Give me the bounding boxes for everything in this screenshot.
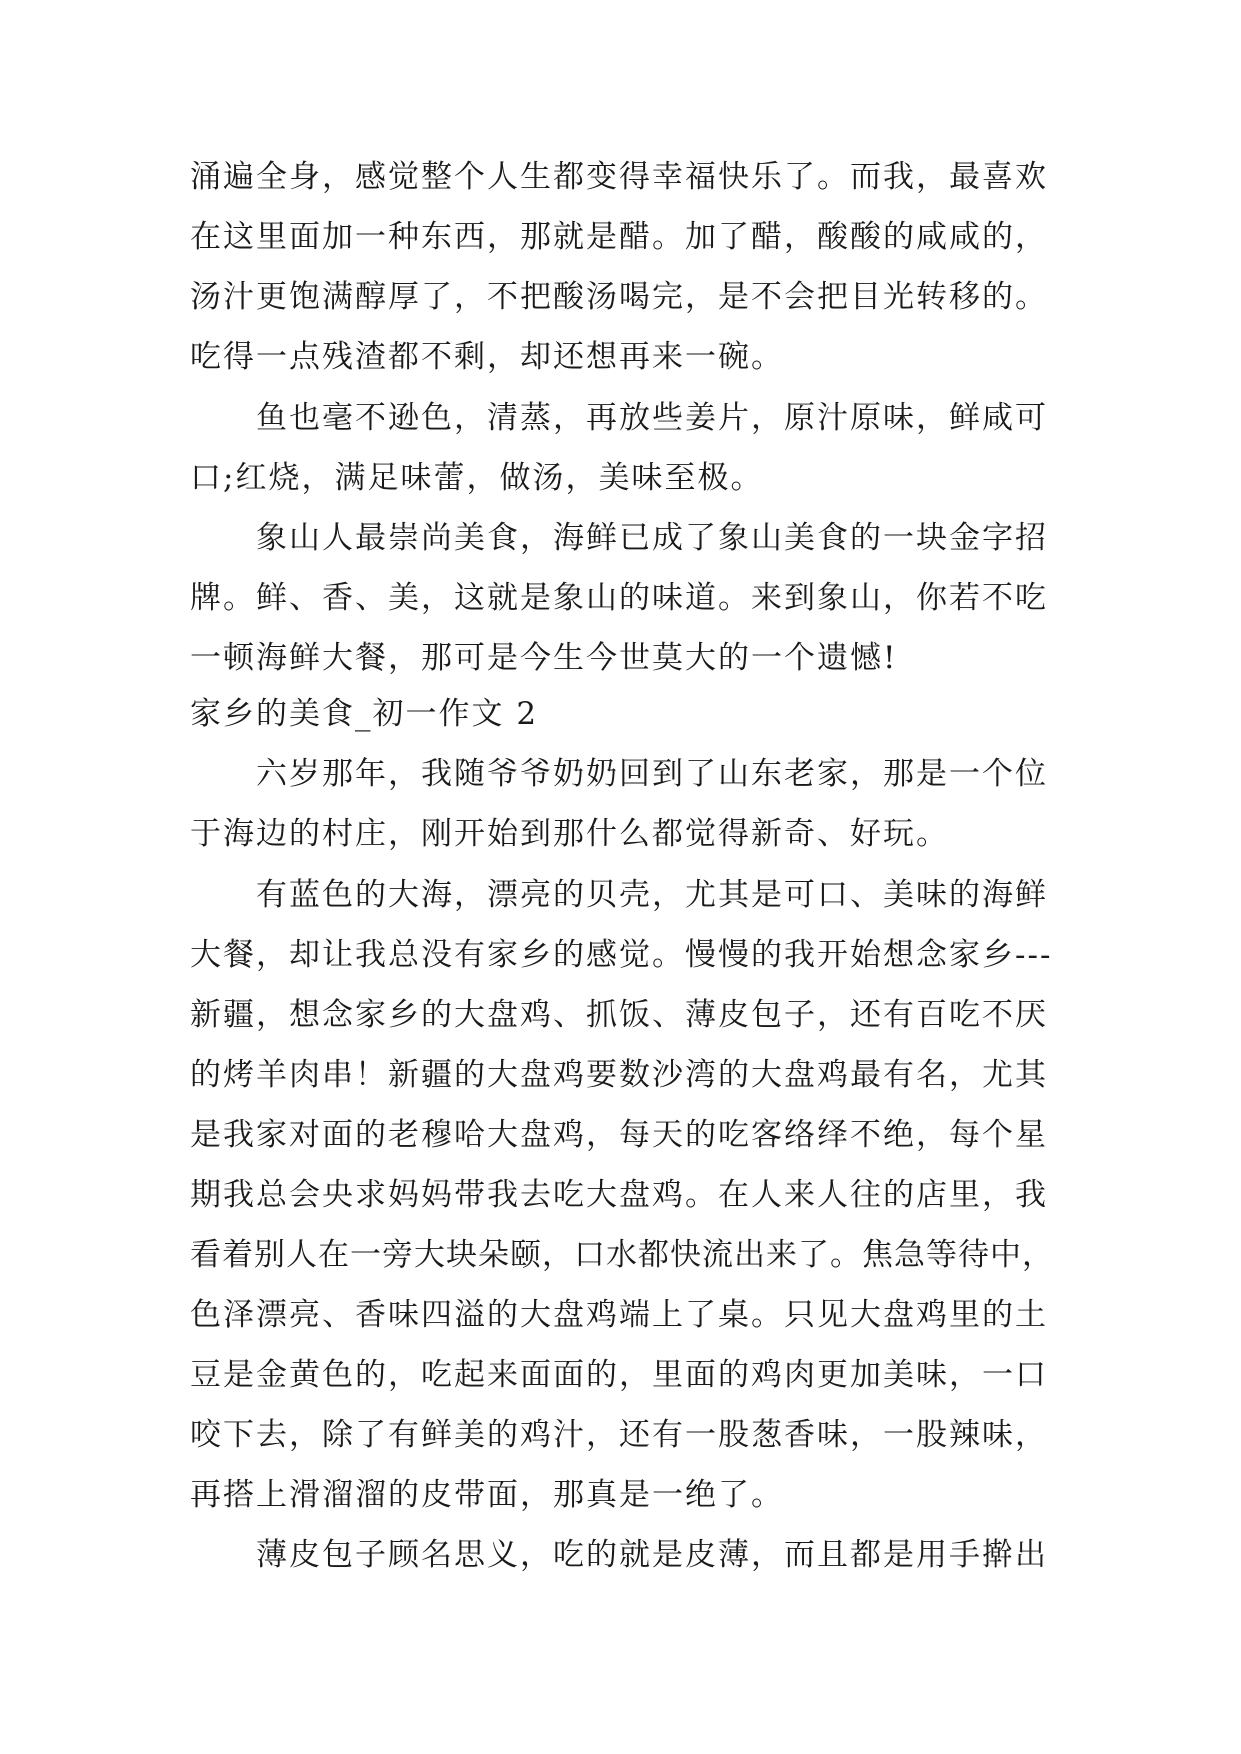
text-line: 的烤羊肉串！新疆的大盘鸡要数沙湾的大盘鸡最有名，尤其 — [190, 1057, 1048, 1093]
text-line: 于海边的村庄，刚开始到那什么都觉得新奇、好玩。 — [190, 816, 949, 852]
text-line: 象山人最崇尚美食，海鲜已成了象山美食的一块金字招 — [256, 520, 1048, 556]
text-line: 期我总会央求妈妈带我去吃大盘鸡。在人来人往的店里，我 — [190, 1177, 1048, 1213]
text-line: 鱼也毫不逊色，清蒸，再放些姜片，原汁原味，鲜咸可 — [256, 400, 1048, 436]
text-line: 看着别人在一旁大块朵颐，口水都快流出来了。焦急等待中， — [190, 1237, 1054, 1273]
text-line: 大餐，却让我总没有家乡的感觉。慢慢的我开始想念家乡--- — [190, 937, 1053, 973]
text-line: 色泽漂亮、香味四溢的大盘鸡端上了桌。只见大盘鸡里的土 — [190, 1297, 1048, 1333]
text-line: 涌遍全身，感觉整个人生都变得幸福快乐了。而我，最喜欢 — [190, 159, 1048, 195]
text-line: 有蓝色的大海，漂亮的贝壳，尤其是可口、美味的海鲜 — [256, 877, 1048, 913]
text-line: 吃得一点残渣都不剩，却还想再来一碗。 — [190, 339, 784, 375]
text-line: 再搭上滑溜溜的皮带面，那真是一绝了。 — [190, 1477, 784, 1513]
text-line: 牌。鲜、香、美，这就是象山的味道。来到象山，你若不吃 — [190, 580, 1048, 616]
text-line: 咬下去，除了有鲜美的鸡汁，还有一股葱香味，一股辣味， — [190, 1417, 1048, 1453]
text-line: 口;红烧，满足味蕾，做汤，美味至极。 — [190, 460, 764, 496]
text-line: 一顿海鲜大餐，那可是今生今世莫大的一个遗憾! — [190, 640, 898, 676]
text-line: 薄皮包子顾名思义，吃的就是皮薄，而且都是用手擀出 — [256, 1537, 1048, 1573]
text-line: 在这里面加一种东西，那就是醋。加了醋，酸酸的咸咸的， — [190, 219, 1048, 255]
text-line: 六岁那年，我随爷爷奶奶回到了山东老家，那是一个位 — [256, 756, 1048, 792]
text-line: 新疆，想念家乡的大盘鸡、抓饭、薄皮包子，还有百吃不厌 — [190, 997, 1048, 1033]
text-line: 是我家对面的老穆哈大盘鸡，每天的吃客络绎不绝，每个星 — [190, 1117, 1048, 1153]
text-line: 汤汁更饱满醇厚了，不把酸汤喝完，是不会把目光转移的。 — [190, 279, 1048, 315]
text-line: 豆是金黄色的，吃起来面面的，里面的鸡肉更加美味，一口 — [190, 1357, 1048, 1393]
section-heading: 家乡的美食_初一作文 2 — [190, 696, 539, 732]
